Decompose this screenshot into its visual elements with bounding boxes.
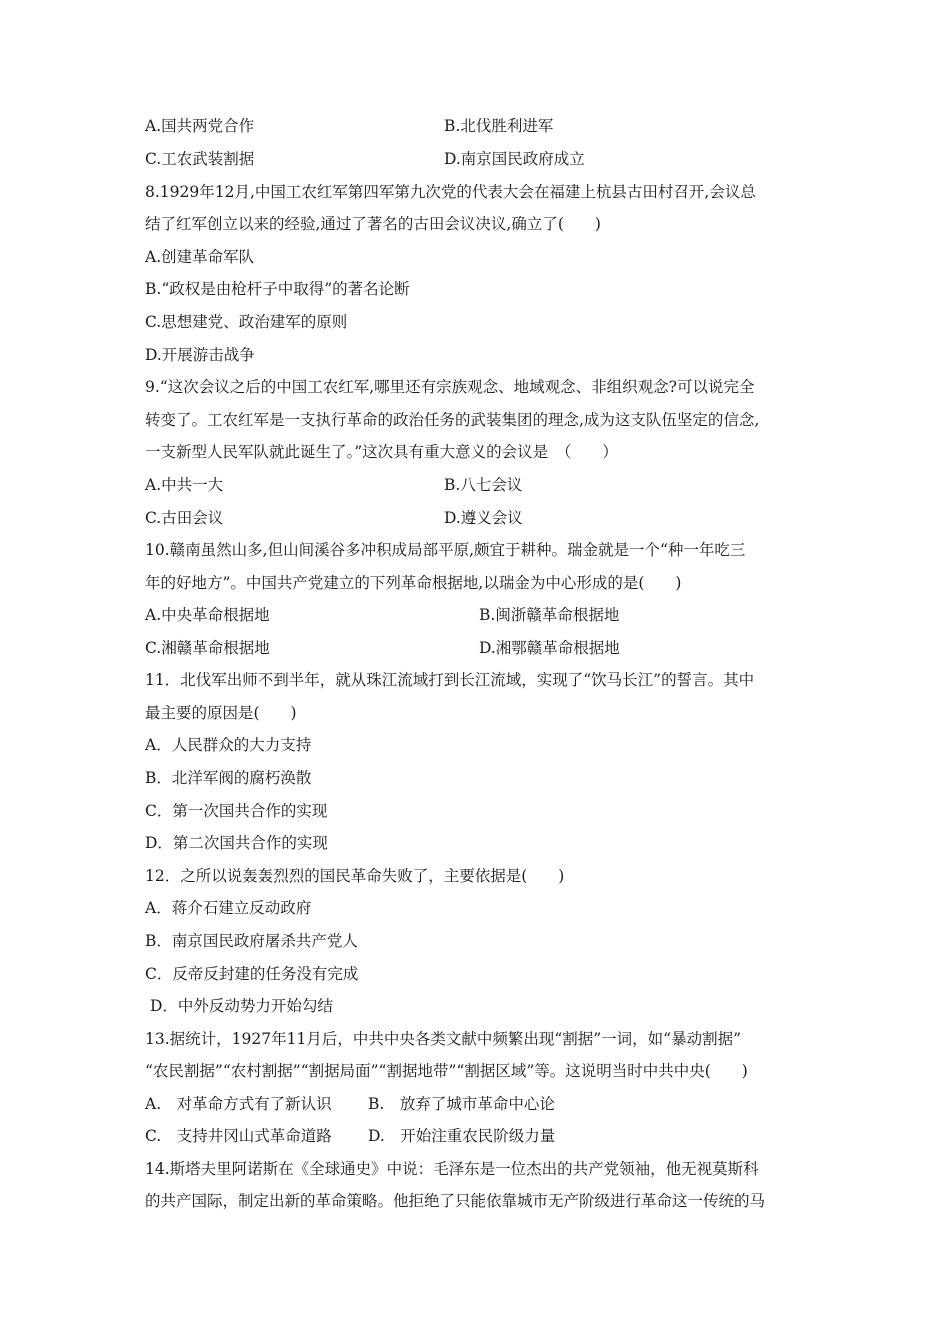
q9-option-d[interactable]: D.遵义会议 xyxy=(444,509,523,527)
q11-option-b[interactable]: B．北洋军阀的腐朽涣散 xyxy=(145,769,312,787)
q8-option-d[interactable]: D.开展游击战争 xyxy=(145,346,255,364)
q13-option-a[interactable]: A. 对革命方式有了新认识 xyxy=(145,1095,332,1113)
q10-stem-line-1: 10.赣南虽然山多,但山间溪谷多冲积成局部平原,颇宜于耕种。瑞金就是一个“种一年吃三 xyxy=(145,541,746,559)
q13-option-d[interactable]: D. 开始注重农民阶级力量 xyxy=(368,1127,556,1145)
q9-stem-line-2: 转变了。工农红军是一支执行革命的政治任务的武装集团的理念,成为这支队伍坚定的信念, xyxy=(145,411,760,429)
q14-stem-line-1: 14.斯塔夫里阿诺斯在《全球通史》中说：毛泽东是一位杰出的共产党领袖，他无视莫斯科 xyxy=(145,1160,759,1178)
q13-option-c[interactable]: C. 支持井冈山式革命道路 xyxy=(145,1127,332,1145)
q10-stem-line-2: 年的好地方”。中国共产党建立的下列革命根据地,以瑞金为中心形成的是( ) xyxy=(145,574,682,592)
q9-option-c[interactable]: C.古田会议 xyxy=(145,509,224,527)
q9-option-b[interactable]: B.八七会议 xyxy=(444,476,523,494)
q12-option-d[interactable]: D．中外反动势力开始勾结 xyxy=(150,997,333,1015)
q12-option-c[interactable]: C．反帝反封建的任务没有完成 xyxy=(145,965,359,983)
q13-stem-line-2: “农民割据”“农村割据”“割据局面”“割据地带”“割据区域”等。这说明当时中共中央( ) xyxy=(145,1062,748,1080)
q13-option-b[interactable]: B. 放弃了城市革命中心论 xyxy=(368,1095,555,1113)
q7-option-d[interactable]: D.南京国民政府成立 xyxy=(444,150,585,168)
q11-option-d[interactable]: D．第二次国共合作的实现 xyxy=(145,834,328,852)
q9-stem-line-1: 9.“这次会议之后的中国工农红军,哪里还有宗族观念、地域观念、非组织观念?可以说完全 xyxy=(145,378,755,396)
q14-stem-line-2: 的共产国际，制定出新的革命策略。他拒绝了只能依靠城市无产阶级进行革命这一传统的马 xyxy=(145,1192,766,1210)
q13-stem-line-1: 13.据统计，1927年11月后，中共中央各类文献中频繁出现“割据”一词，如“暴动割据” xyxy=(145,1030,742,1048)
q8-stem-line-2: 结了红军创立以来的经验,通过了著名的古田会议决议,确立了( ) xyxy=(145,215,601,233)
q11-stem-line-2: 最主要的原因是( ) xyxy=(145,704,297,722)
q10-option-d[interactable]: D.湘鄂赣革命根据地 xyxy=(479,639,620,657)
q9-option-a[interactable]: A.中共一大 xyxy=(145,476,224,494)
q7-option-b[interactable]: B.北伐胜利进军 xyxy=(444,117,554,135)
q10-option-c[interactable]: C.湘赣革命根据地 xyxy=(145,639,270,657)
q8-option-b[interactable]: B.“政权是由枪杆子中取得”的著名论断 xyxy=(145,280,410,298)
q8-option-c[interactable]: C.思想建党、政治建军的原则 xyxy=(145,313,348,331)
q11-option-a[interactable]: A．人民群众的大力支持 xyxy=(145,736,312,754)
q11-stem-line-1: 11．北伐军出师不到半年，就从珠江流域打到长江流域，实现了“饮马长江”的誓言。其中 xyxy=(145,671,755,689)
q12-stem-line-1: 12．之所以说轰轰烈烈的国民革命失败了，主要依据是( ) xyxy=(145,867,565,885)
q8-stem-line-1: 8.1929年12月,中国工农红军第四军第九次党的代表大会在福建上杭县古田村召开,会议总 xyxy=(145,183,756,201)
q12-option-a[interactable]: A．蒋介石建立反动政府 xyxy=(145,899,312,917)
q12-option-b[interactable]: B．南京国民政府屠杀共产党人 xyxy=(145,932,358,950)
q10-option-b[interactable]: B.闽浙赣革命根据地 xyxy=(479,606,620,624)
q7-option-c[interactable]: C.工农武装割据 xyxy=(145,150,255,168)
q7-option-a[interactable]: A.国共两党合作 xyxy=(145,117,255,135)
q11-option-c[interactable]: C．第一次国共合作的实现 xyxy=(145,802,328,820)
q10-option-a[interactable]: A.中央革命根据地 xyxy=(145,606,270,624)
q8-option-a[interactable]: A.创建革命军队 xyxy=(145,248,255,266)
q9-stem-line-3: 一支新型人民军队就此诞生了。”这次具有重大意义的会议是 （ ） xyxy=(145,443,618,461)
